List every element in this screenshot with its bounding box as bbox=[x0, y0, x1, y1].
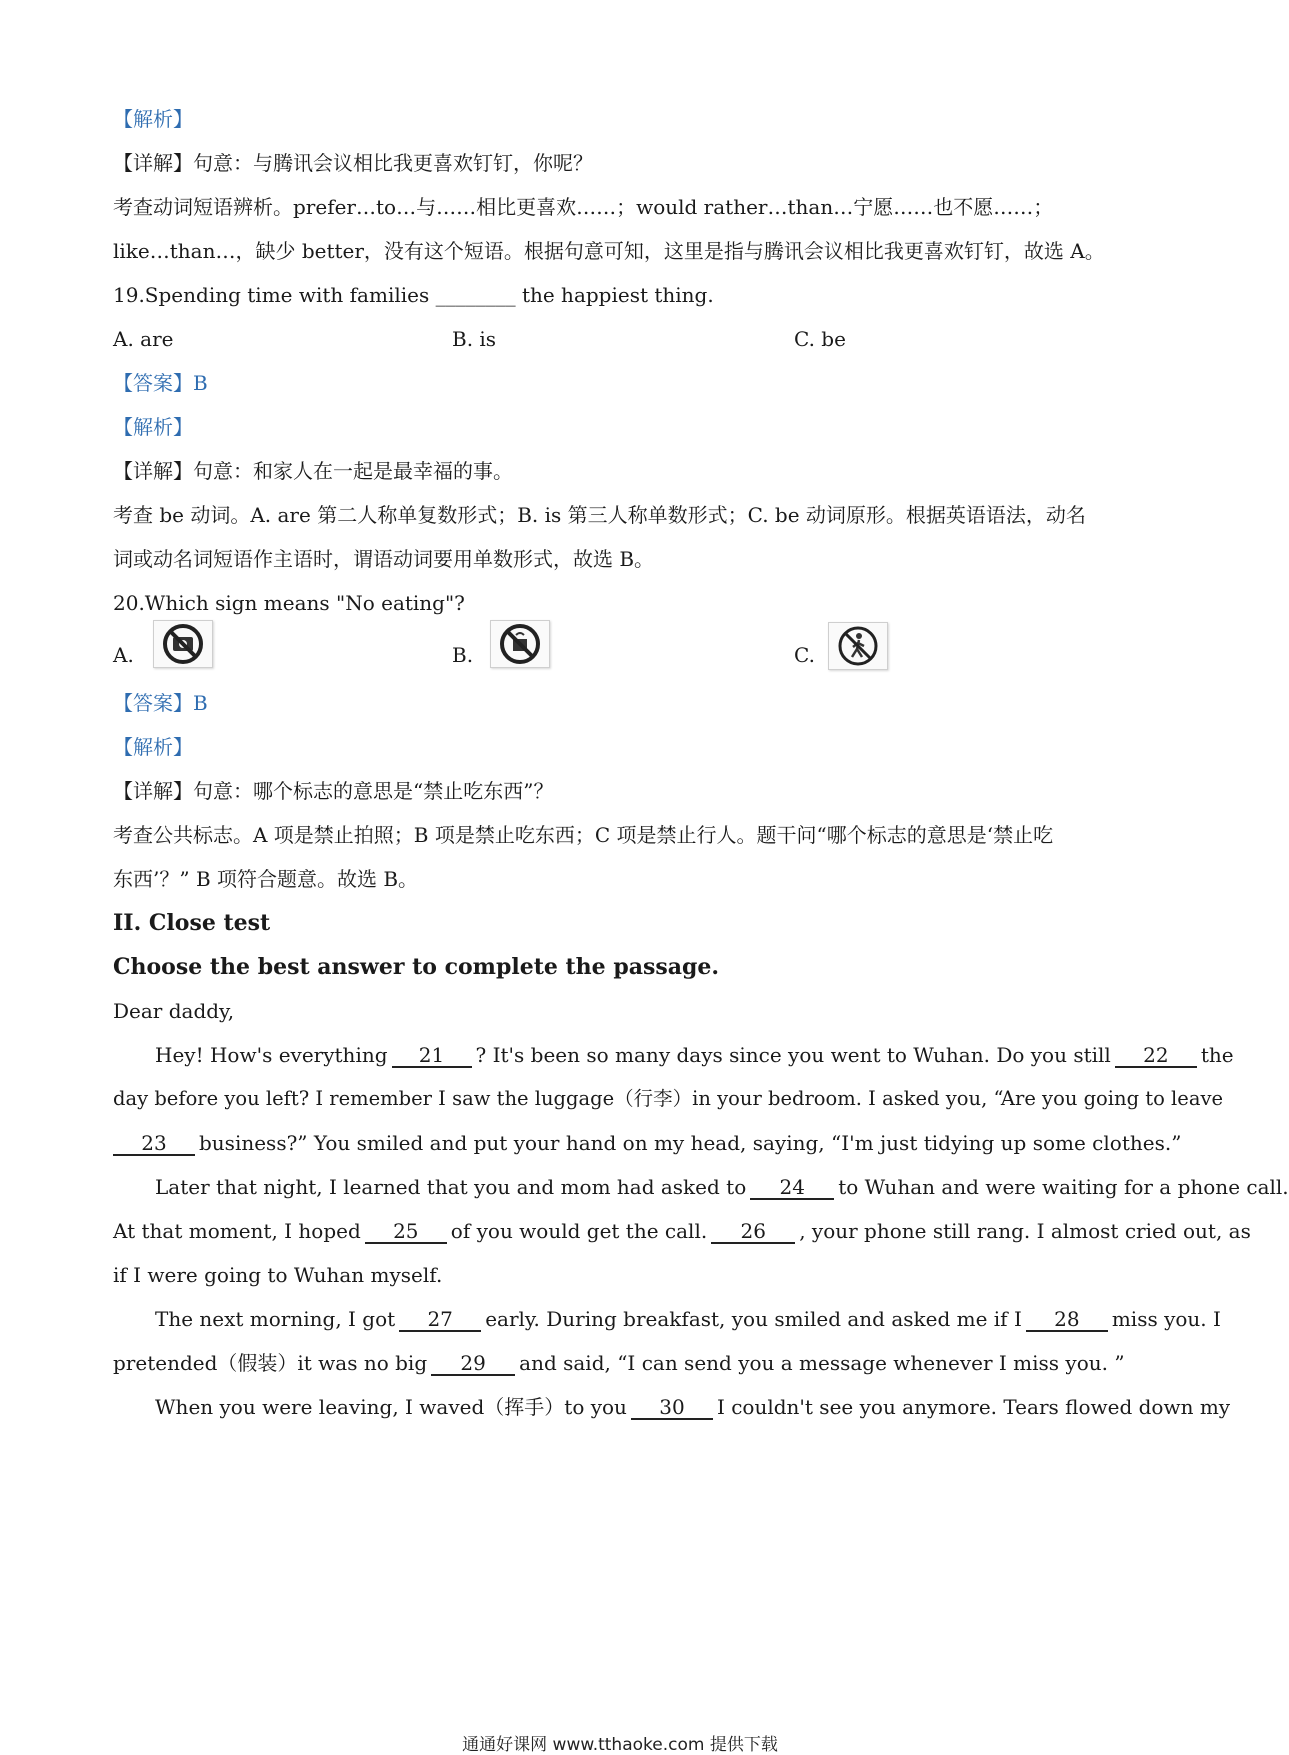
option-b: B. bbox=[452, 643, 474, 667]
passage-line: 23 business?” You smiled and put your hand on my head, saying, “I'm just tidying up some clothes.” bbox=[113, 1130, 1181, 1156]
blank-28: 28 bbox=[1026, 1308, 1108, 1332]
blank-30: 30 bbox=[631, 1396, 713, 1420]
section-instruction: Choose the best answer to complete the passage. bbox=[113, 954, 720, 980]
no-camera-sign-icon bbox=[153, 620, 213, 668]
option-b: B. is bbox=[452, 327, 497, 351]
passage-line: if I were going to Wuhan myself. bbox=[113, 1263, 443, 1287]
explanation-line: 考查公共标志。A 项是禁止拍照；B 项是禁止吃东西；C 项是禁止行人。题干问“哪个标志的意思是‘禁止吃 bbox=[113, 823, 1054, 847]
blank-26: 26 bbox=[711, 1220, 795, 1244]
no-pedestrian-sign-icon bbox=[828, 622, 888, 670]
blank-21: 21 bbox=[392, 1044, 472, 1068]
letter-greeting: Dear daddy, bbox=[113, 999, 235, 1023]
analysis-heading: 【解析】 bbox=[113, 107, 193, 131]
explanation-line: like…than…，缺少 better，没有这个短语。根据句意可知，这里是指与腾讯会议相比我更喜欢钉钉，故选 A。 bbox=[113, 239, 1105, 263]
blank-22: 22 bbox=[1115, 1044, 1197, 1068]
page-footer: 通通好课网 www.tthaoke.com 提供下载 bbox=[462, 1735, 778, 1755]
detail-explanation: 【详解】句意：哪个标志的意思是“禁止吃东西”？ bbox=[113, 779, 554, 803]
explanation-line: 考查 be 动词。A. are 第二人称单复数形式；B. is 第三人称单数形式；C. be 动词原形。根据英语语法，动名 bbox=[113, 503, 1086, 527]
option-a: A. are bbox=[113, 327, 174, 351]
passage-line: At that moment, I hoped 25 of you would get the call. 26 , your phone still rang. I almost cried out, as bbox=[113, 1219, 1251, 1243]
detail-explanation: 【详解】句意：与腾讯会议相比我更喜欢钉钉，你呢？ bbox=[113, 151, 593, 175]
option-c: C. be bbox=[794, 327, 846, 351]
passage-line: Hey! How's everything 21 ? It's been so many days since you went to Wuhan. Do you still 22 the bbox=[155, 1043, 1234, 1067]
analysis-heading: 【解析】 bbox=[113, 415, 193, 439]
blank-23: 23 bbox=[113, 1132, 195, 1156]
passage-line: When you were leaving, I waved（挥手）to you 30 I couldn't see you anymore. Tears flowed down my bbox=[155, 1395, 1231, 1419]
section-heading: II. Close test bbox=[113, 910, 271, 936]
question-20: 20.Which sign means "No eating"? bbox=[113, 591, 465, 615]
analysis-heading: 【解析】 bbox=[113, 735, 193, 759]
blank-29: 29 bbox=[431, 1352, 515, 1376]
passage-line: The next morning, I got 27 early. During breakfast, you smiled and asked me if I 28 miss you. I bbox=[155, 1307, 1221, 1331]
explanation-line: 东西’？” B 项符合题意。故选 B。 bbox=[113, 867, 419, 891]
explanation-line: 词或动名词短语作主语时，谓语动词要用单数形式，故选 B。 bbox=[113, 547, 655, 571]
detail-explanation: 【详解】句意：和家人在一起是最幸福的事。 bbox=[113, 459, 513, 483]
passage-line: pretended（假装）it was no big 29 and said, “I can send you a message whenever I miss you. ” bbox=[113, 1351, 1125, 1375]
blank-27: 27 bbox=[399, 1308, 481, 1332]
answer-19: 【答案】B bbox=[113, 371, 208, 395]
passage-line: day before you left? I remember I saw the luggage（行李）in your bedroom. I asked you, “Are you going to leave bbox=[113, 1087, 1224, 1110]
answer-20: 【答案】B bbox=[113, 691, 208, 715]
passage-line: Later that night, I learned that you and mom had asked to 24 to Wuhan and were waiting for a phone call. bbox=[155, 1175, 1289, 1199]
blank-25: 25 bbox=[365, 1220, 447, 1244]
option-a: A. bbox=[113, 643, 134, 667]
no-eating-sign-icon bbox=[490, 620, 550, 668]
blank-24: 24 bbox=[750, 1176, 834, 1200]
explanation-line: 考查动词短语辨析。prefer…to…与……相比更喜欢……；would rather…than…宁愿……也不愿……； bbox=[113, 195, 1054, 219]
question-19: 19.Spending time with families ________ the happiest thing. bbox=[113, 283, 714, 307]
option-c: C. bbox=[794, 643, 815, 667]
